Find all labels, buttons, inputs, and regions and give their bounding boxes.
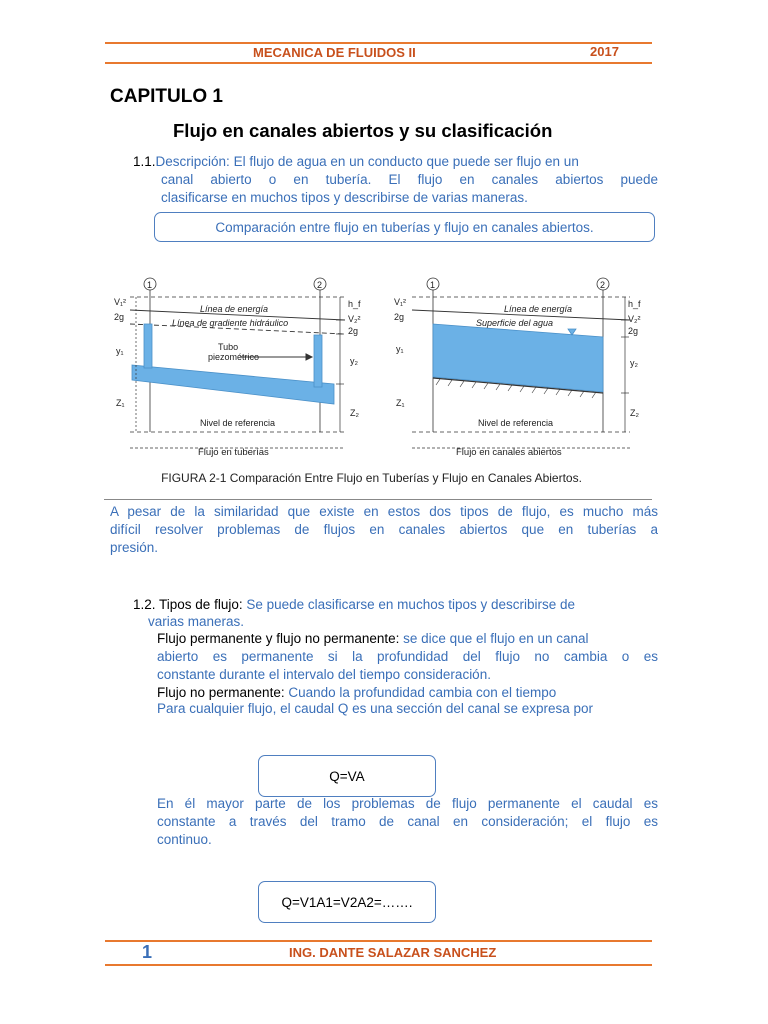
channel-diagram-title: Flujo en canales abiertos — [456, 447, 562, 458]
section-1-1 — [133, 153, 658, 171]
equation-1: Q=VA — [329, 768, 365, 784]
pipe-2g-2: 2g — [348, 326, 359, 336]
header-bottom-rule — [105, 62, 652, 64]
channel-y1: y₁ — [396, 344, 404, 354]
section-1-2-text-2: varias maneras. — [148, 614, 245, 629]
header-title: MECANICA DE FLUIDOS II — [253, 45, 416, 60]
channel-z2: Z₂ — [630, 408, 639, 418]
nonpermanent-flow-text: Cuando la profundidad cambia con el tiempo — [284, 685, 557, 700]
pipe-section-1: 1 — [147, 280, 153, 290]
continuity-line-1: En él mayor parte de los problemas de flujo permanente el caudal es — [157, 796, 658, 811]
pipe-diagram-title: Flujo en tuberías — [198, 447, 269, 458]
permanent-flow-text-2: abierto es permanente si la profundidad del flujo no cambia o es — [157, 649, 658, 664]
continuity-line-3: continuo. — [157, 832, 212, 847]
chapter-heading: CAPITULO 1 — [110, 86, 223, 107]
figure-bottom-rule — [104, 499, 652, 500]
channel-hf: h_f — [628, 299, 641, 309]
section-1-1-label: Descripción: — [155, 154, 230, 169]
pipe-hgl-label: Línea de gradiente hidráulico — [172, 318, 289, 328]
figure-2-1 — [100, 262, 643, 494]
section-1-2-number: 1.2. — [133, 597, 156, 612]
para-2-line-3: presión. — [110, 540, 159, 555]
nonpermanent-flow-label: Flujo no permanente: — [157, 685, 285, 700]
pipe-hf: h_f — [348, 299, 361, 309]
comparison-box-text: Comparación entre flujo en tuberías y flujo en canales abiertos. — [215, 219, 594, 235]
header-year: 2017 — [590, 44, 619, 59]
pipe-tube-label-2: piezométrico — [208, 352, 260, 362]
pipe-y2: y₂ — [350, 356, 358, 366]
channel-section-2: 2 — [600, 280, 606, 290]
continuity-line-2: constante a través del tramo de canal en consideración; el flujo es — [157, 814, 658, 829]
channel-v1: V₁² — [394, 297, 407, 307]
footer-bottom-rule — [105, 964, 652, 966]
pipe-section-2: 2 — [317, 280, 323, 290]
channel-energy-label: Línea de energía — [504, 304, 573, 314]
channel-2g-2: 2g — [628, 326, 639, 336]
permanent-flow-text-1: se dice que el flujo en un canal — [399, 631, 589, 646]
channel-v2: V₂² — [628, 314, 641, 324]
pipe-y1: y₁ — [116, 346, 124, 356]
channel-y2: y₂ — [630, 358, 638, 368]
para-2-line-2: difícil resolver problemas de flujos en canales abiertos que en tuberías a — [110, 522, 658, 537]
pipe-z1: Z₁ — [116, 398, 125, 408]
figure-caption: FIGURA 2-1 Comparación Entre Flujo en Tuberías y Flujo en Canales Abiertos. — [161, 471, 582, 485]
section-1-2-text-1: Se puede clasificarse en muchos tipos y describirse de — [242, 597, 576, 612]
pipe-v2: V₂² — [348, 314, 361, 324]
channel-datum-label: Nivel de referencia — [478, 418, 554, 428]
footer-page-number: 1 — [142, 942, 153, 962]
channel-z1: Z₁ — [396, 398, 405, 408]
channel-surface-label: Superficie del agua — [476, 318, 554, 328]
pipe-datum-label: Nivel de referencia — [200, 418, 276, 428]
equation-2: Q=V1A1=V2A2=……. — [281, 894, 413, 910]
section-1-1-number: 1.1. — [133, 154, 156, 169]
pipe-2g-1: 2g — [114, 312, 125, 322]
caudal-text: Para cualquier flujo, el caudal Q es una sección del canal se expresa por — [157, 701, 594, 716]
comparison-box — [154, 212, 655, 242]
section-1-1-text-1: El flujo de agua en un conducto que puede ser flujo en un — [229, 154, 579, 169]
footer-top-rule — [105, 940, 652, 942]
channel-section-1: 1 — [430, 280, 436, 290]
section-title: Flujo en canales abiertos y su clasificación — [173, 120, 553, 141]
para-2-line-1: A pesar de la similaridad que existe en estos dos tipos de flujo, es mucho más — [110, 504, 658, 519]
figure-diagrams — [100, 262, 643, 494]
equation-box-2 — [258, 881, 436, 923]
pipe-v1: V₁² — [114, 297, 127, 307]
equation-box-1 — [258, 755, 436, 797]
pipe-z2: Z₂ — [350, 408, 359, 418]
permanent-flow-text-3: constante durante el intervalo del tiempo consideración. — [157, 667, 491, 682]
permanent-flow-label: Flujo permanente y flujo no permanente: — [157, 631, 400, 646]
footer-author: ING. DANTE SALAZAR SANCHEZ — [289, 945, 497, 960]
permanent-flow-line-1 — [157, 630, 658, 648]
pipe-energy-label: Línea de energía — [200, 304, 269, 314]
section-1-2-label: Tipos de flujo: — [155, 597, 243, 612]
channel-2g-1: 2g — [394, 312, 405, 322]
pipe-tube-label-1: Tubo — [218, 342, 239, 352]
header-top-rule — [105, 42, 652, 44]
section-1-1-text-3: clasificarse en muchos tipos y describirse de varias maneras. — [161, 190, 528, 205]
section-1-2 — [133, 596, 658, 614]
section-1-1-text-2: canal abierto o en tubería. El flujo en canales abiertos puede — [161, 172, 658, 187]
